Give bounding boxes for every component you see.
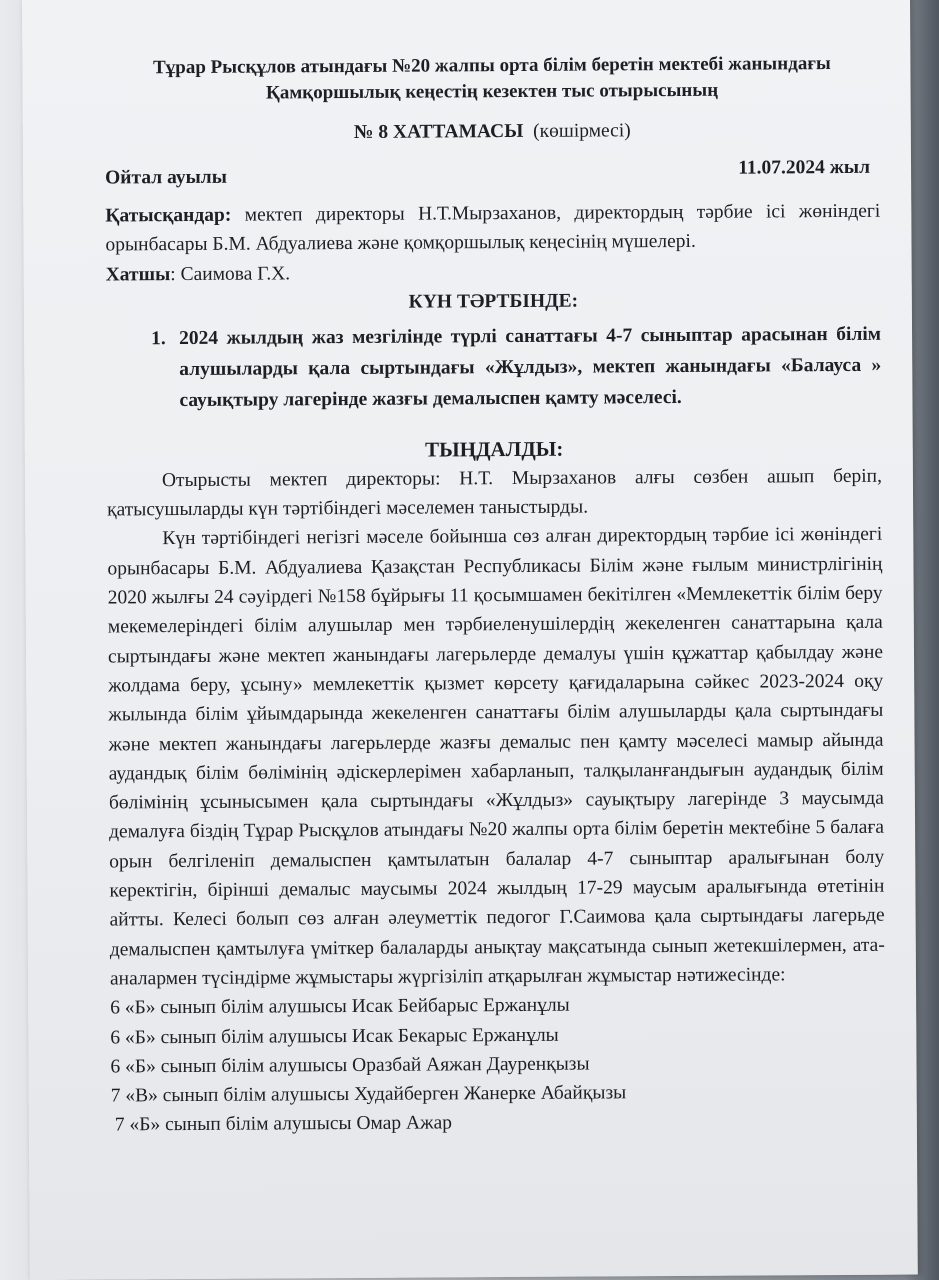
place: Ойтал ауылы: [105, 166, 228, 189]
participants: [105, 197, 880, 260]
list-item: 6 «Б» сынып білім алушысы Исак Бейбарыс Ержанұлы: [110, 994, 570, 1019]
document-page: [22, 0, 918, 1280]
heard-title: ТЫҢДАЛДЫ:: [425, 436, 564, 462]
place-date-row: [105, 157, 880, 190]
student-list: [110, 989, 886, 1140]
list-item: 7 «Б» сынып білім алушысы Омар Ажар: [114, 1112, 453, 1136]
header-line-1: Тұрар Рысқұлов атындағы №20 жалпы орта білім беретін мектебі жанындағы: [152, 53, 831, 79]
secretary: [106, 255, 881, 289]
agenda-item-number: 1.: [151, 328, 166, 350]
protocol-note: (көшірмесі): [532, 120, 631, 142]
list-item: 6 «Б» сынып білім алушысы Исак Бекарыс Ержанұлы: [110, 1024, 559, 1049]
heard-paragraph-2: Күн тәртібіндегі негізгі мәселе бойынша сөз алған директордың тәрбие ісі жөніндегі орынбасары Б.М. Абдуалиева Қазақстан Республикасы Білім және ғылым министрлігінің 2020 жылғы 24 сәуірдегі №158 бұйрығы 11 қосымшамен бекітілген «Мемлекеттік білім беру мекемелеріндегі білім алушылар мен тәрбиеленушілердің жекеленген санаттарына қала сыртындағы және мектеп жанындағы лагерьлерде демалуы үшін құжаттар қабылдау және жолдама беру, ұсыну» мемлекеттік қызмет көрсету қағидаларына сәйкес 2023-2024 оқу жылында білім ұйымдарында жекеленген санаттағы білім алушыларды қала сыртындағы және мектеп жанындағы лагерьлерде жазғы демалыс пен қамту мәселесі мамыр айында аудандық білім бөлімінің әдіскерлерімен хабарланып, талқыланғандығын аудандық білім бөлімінің ұсынысымен қала сыртындағы «Жұлдыз» сауықтыру лагерінде 3 маусымда демалуға біздің Тұрар Рысқұлов атындағы №20 жалпы орта білім беретін мектебіне 5 балаға орын белгіленіп демалыспен қамтылатын балалар 4-7 сыныптар аралығынан болу керектігін, бірінші демалыс маусымы 2024 жылдың 17-29 маусым аралығында өтетінін айтты. Келесі болып сөз алған әлеуметтік педогог Г.Саимова қала сыртындағы лагерьде демалыспен қамтылуға үміткер балаларды анықтау мақсатында сынып жетекшілермен, ата-аналармен түсіндірме жұмыстары жүргізіліп атқарылған жұмыстар нәтижесінде:: [107, 524, 885, 990]
header-line-2: Қамқоршылық кеңестің кезектен тыс отырысының: [265, 79, 719, 104]
agenda-item-text: 2024 жылдың жаз мезгілінде түрлі санаттағы 4-7 сыныптар арасынан білім алушыларды қала сыртындағы «Жұлдыз», мектеп жанындағы «Балауса » сауықтыру лагерінде жазғы демалыспен қамту мәселесі.: [179, 323, 882, 411]
document-body: [104, 45, 886, 1140]
list-item: 6 «Б» сынып білім алушысы Оразбай Аяжан Дауренқызы: [110, 1053, 590, 1078]
protocol-title: № 8 ХАТТАМАСЫ: [353, 120, 524, 143]
participants-label: Қатысқандар:: [105, 204, 232, 227]
secretary-label: Хатшы: [105, 263, 171, 286]
heard-paragraph-1: Отырысты мектеп директоры: Н.Т. Мырзаханов алғы сөзбен ашып беріп, қатысушыларды күн тәртібіндегі мәселемен таныстырды.: [107, 465, 882, 521]
list-item: 7 «В» сынып білім алушысы Худайберген Жанерке Абайқызы: [110, 1082, 627, 1107]
agenda-item: [151, 319, 882, 416]
participants-text: мектеп директоры Н.Т.Мырзаханов, директордың тәрбие ісі жөніндегі орынбасары Б.М. Абдуалиева және қомқоршылық кеңесінің мүшелері.: [105, 200, 881, 256]
protocol-title-row: [105, 117, 880, 148]
agenda-title: КҮН ТӘРТБІНДЕ:: [408, 290, 579, 313]
secretary-text: : Саимова Г.Х.: [170, 262, 291, 285]
date: 11.07.2024 жыл: [738, 156, 871, 179]
